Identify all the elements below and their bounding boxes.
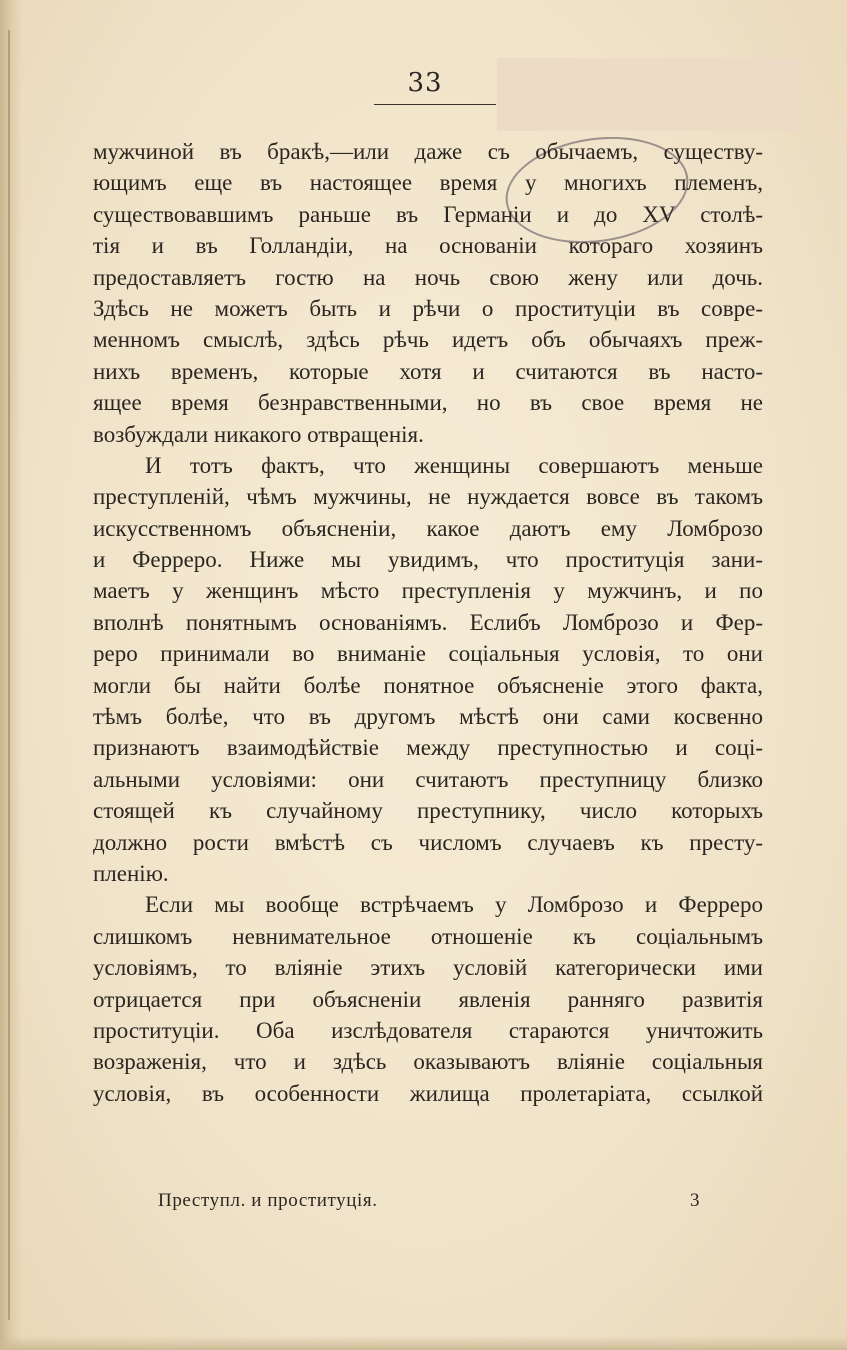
text-line: Здѣсь не можетъ быть и рѣчи о проституціи въ совре- bbox=[93, 295, 763, 321]
text-line: проституціи. Оба изслѣдователя стараются уничтожить bbox=[93, 1017, 763, 1043]
text-line: должно рости вмѣстѣ съ числомъ случаевъ къ престу- bbox=[93, 829, 763, 855]
text-line: мужчиной въ бракѣ,—или даже съ обычаемъ, существу- bbox=[93, 139, 763, 164]
text-line: ющимъ еще въ настоящее время у многихъ племенъ, bbox=[93, 170, 763, 196]
text-line: альными условіями: они считаютъ преступницу близко bbox=[93, 766, 763, 792]
text-line: тія и въ Голландіи, на основаніи котораго хозяинъ bbox=[93, 233, 763, 259]
page-left-edge bbox=[0, 0, 22, 1350]
text-line: предоставляетъ гостю на ночь свою жену или дочь. bbox=[93, 264, 763, 290]
header-rule bbox=[374, 104, 496, 105]
page-bottom-edge bbox=[0, 1336, 847, 1350]
text-line: условіямъ, то вліяніе этихъ условій категорически ими bbox=[93, 955, 763, 981]
text-line: слишкомъ невнимательное отношеніе къ соціальнымъ bbox=[93, 923, 763, 949]
text-line: нихъ временъ, которые хотя и считаются въ насто- bbox=[93, 358, 763, 384]
text-line: Если мы вообще встрѣчаемъ у Ломброзо и Ферреро bbox=[145, 892, 763, 918]
text-line: вполнѣ понятнымъ основаніямъ. Еслибъ Ломброзо и Фер- bbox=[93, 609, 763, 635]
text-line: искусственномъ объясненіи, какое даютъ ему Ломброзо bbox=[93, 515, 763, 541]
binding-line bbox=[8, 30, 10, 1320]
footer-signature-title: Преступл. и проституція. bbox=[158, 1190, 378, 1211]
text-line: существовавшимъ раньше въ Германіи и до XV столѣ- bbox=[93, 201, 763, 227]
text-line: тѣмъ болѣе, что въ другомъ мѣстѣ они сами косвенно bbox=[93, 704, 763, 730]
text-line: преступленій, чѣмъ мужчины, не нуждается вовсе въ такомъ bbox=[93, 484, 763, 510]
body-text bbox=[93, 136, 763, 1109]
text-line: стоящей къ случайному преступнику, число которыхъ bbox=[93, 798, 763, 824]
text-line: и Ферреро. Ниже мы увидимъ, что проституція зани- bbox=[93, 547, 763, 573]
text-line: И тотъ фактъ, что женщины совершаютъ меньше bbox=[145, 452, 763, 478]
text-line: менномъ смыслѣ, здѣсь рѣчь идетъ объ обычаяхъ преж- bbox=[93, 327, 763, 353]
text-line: реро принимали во вниманіе соціальныя условія, то они bbox=[93, 641, 763, 667]
text-line: возбуждали никакого отвращенія. bbox=[93, 421, 424, 447]
text-line: ящее время безнравственными, но въ свое время не bbox=[93, 390, 763, 416]
text-line: отрицается при объясненіи явленія ранняго развитія bbox=[93, 986, 763, 1012]
text-line: возраженія, что и здѣсь оказываютъ вліяніе соціальныя bbox=[93, 1049, 763, 1075]
text-line: маетъ у женщинъ мѣсто преступленія у мужчинъ, и по bbox=[93, 578, 763, 604]
text-line: могли бы найти болѣе понятное объясненіе этого факта, bbox=[93, 672, 763, 698]
text-line: условія, въ особенности жилища пролетаріата, ссылкой bbox=[93, 1080, 763, 1106]
redaction-patch bbox=[497, 58, 801, 131]
footer-signature-mark: 3 bbox=[690, 1190, 700, 1211]
text-line: признаютъ взаимодѣйствіе между преступностью и соці- bbox=[93, 735, 763, 761]
page-number: 33 bbox=[407, 68, 443, 98]
text-line: пленію. bbox=[93, 860, 169, 886]
